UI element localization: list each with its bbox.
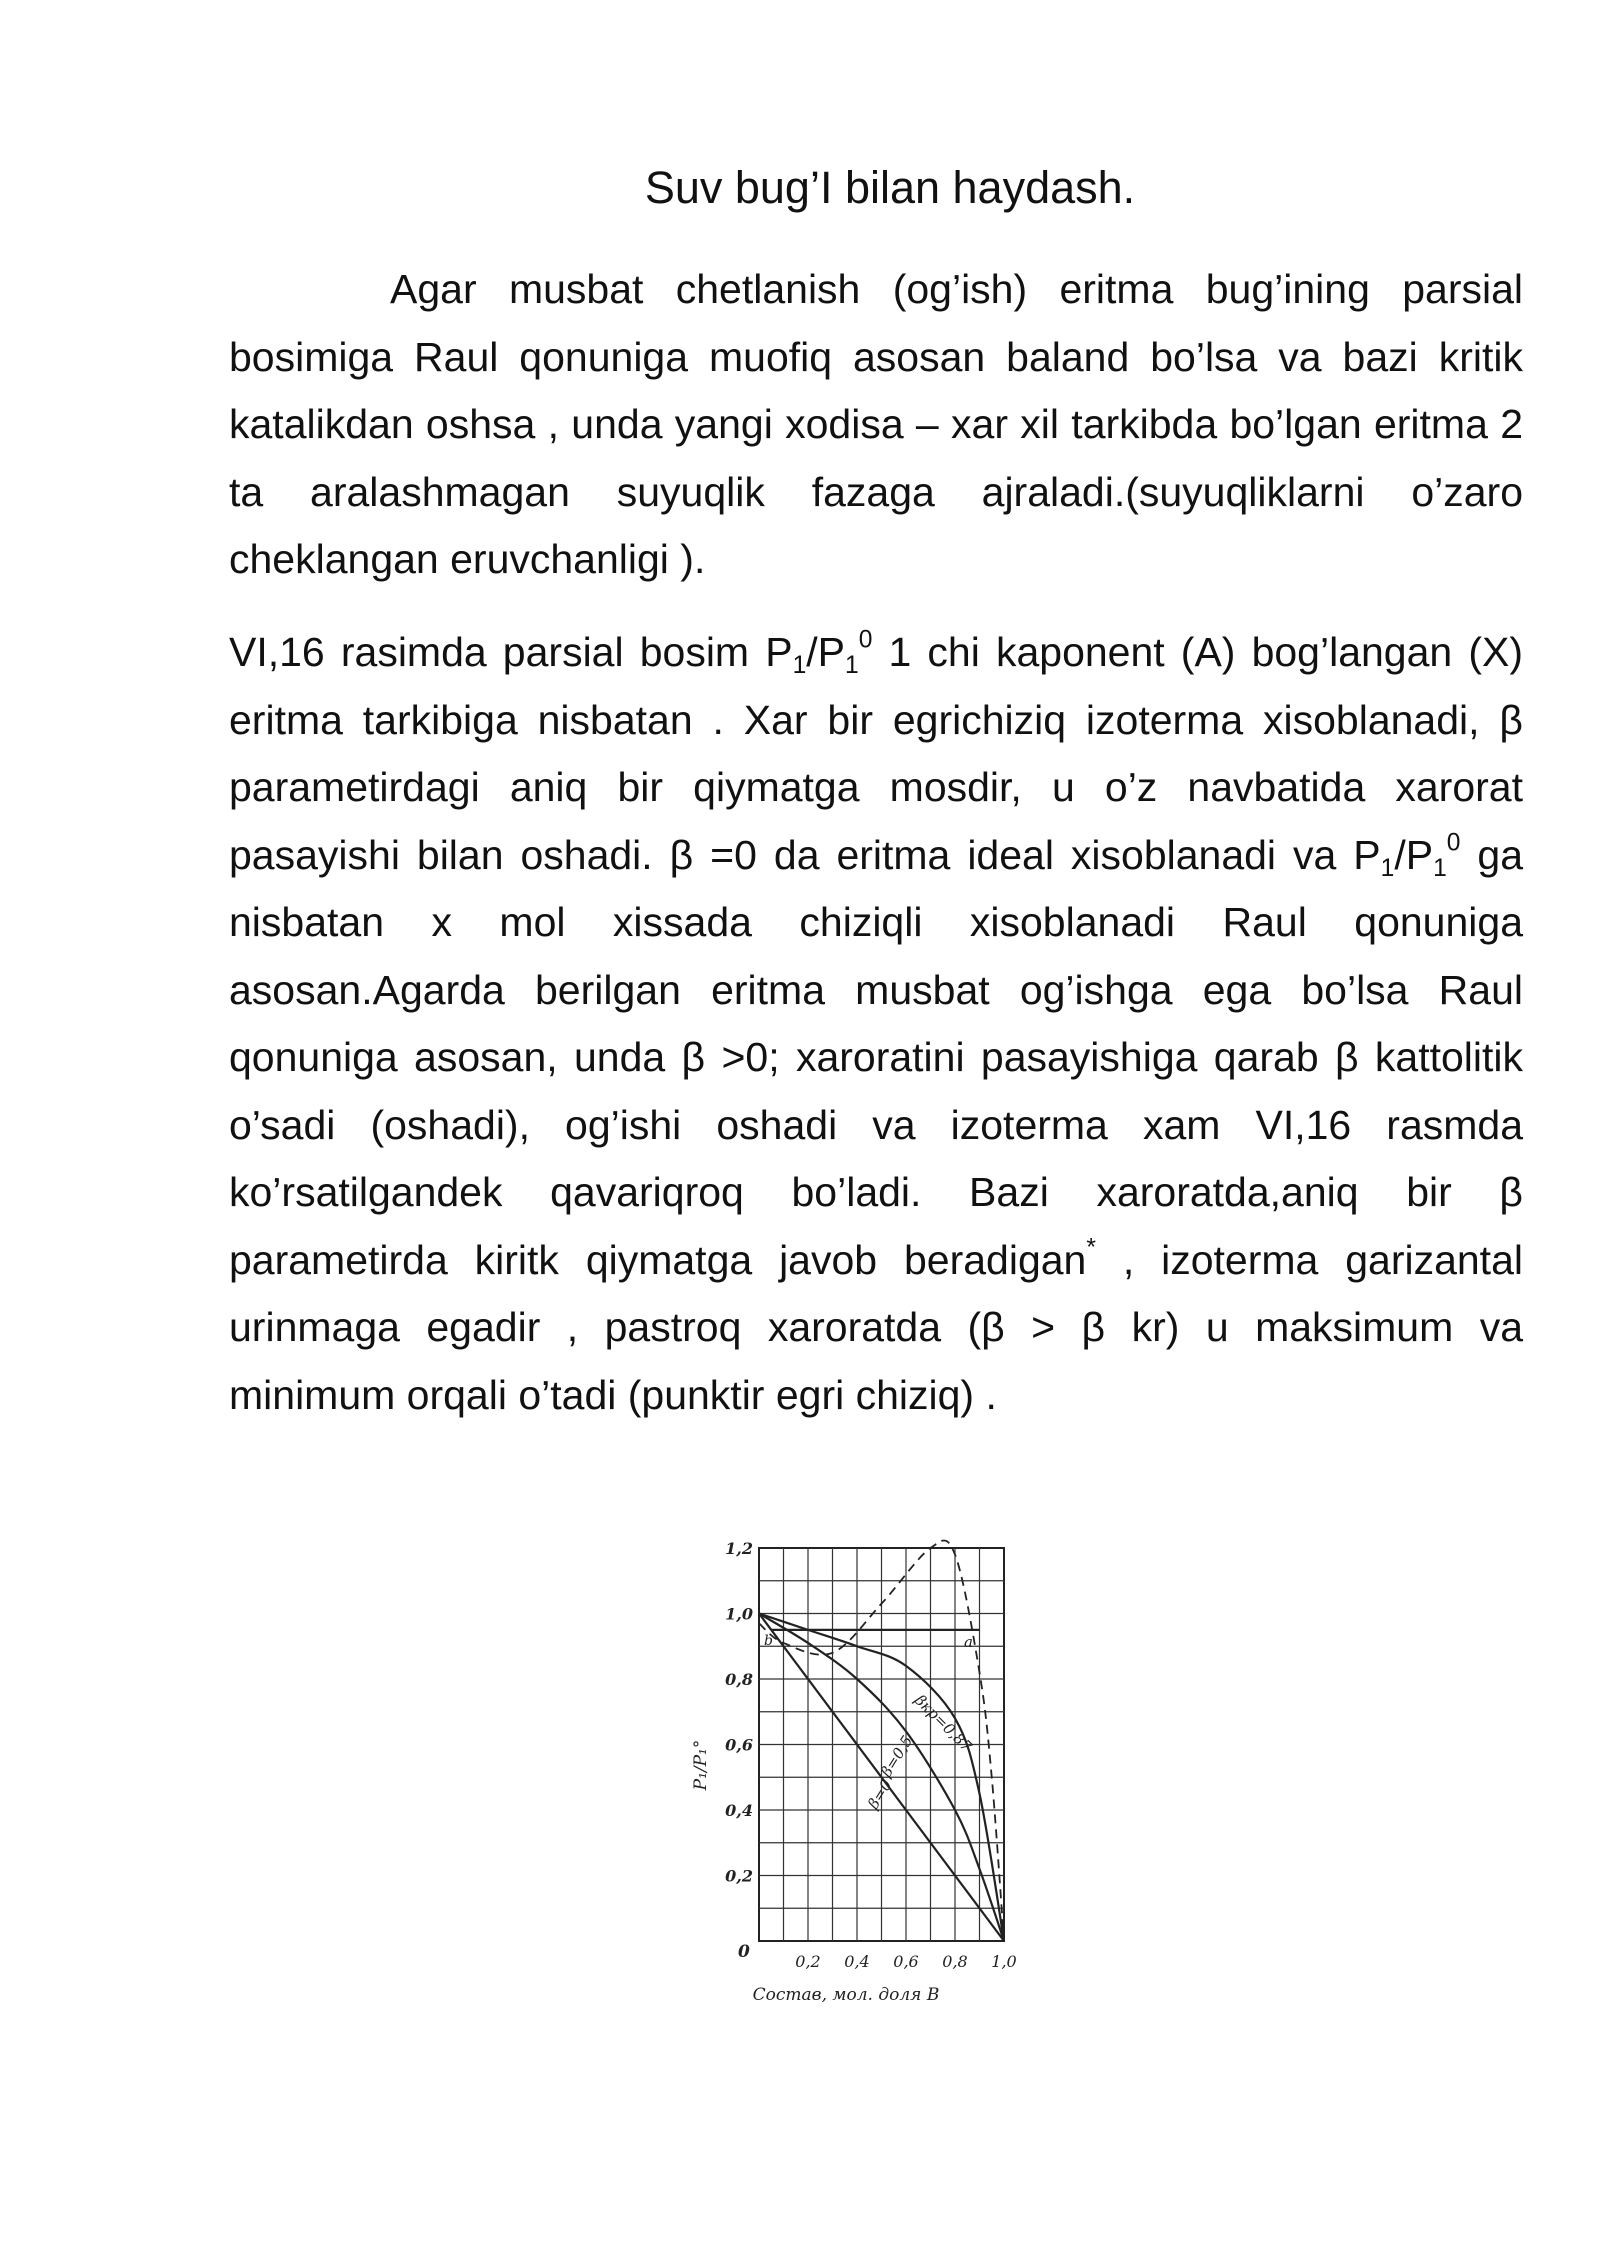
y-tick-label: 1,0	[725, 1604, 753, 1624]
y-tick-label: 0,8	[725, 1670, 753, 1689]
x-tick-label: 0,6	[893, 1952, 919, 1971]
paragraph-1: Agar musbat chetlanish (og’ish) eritma bug’ining parsial bosimiga Raul qonuniga muofiq asosan baland bo’lsa va bazi kritik katalikdan oshsa , unda yangi xodisa – xar xil tarkibda bo’lgan eritma 2 ta aralashmagan suyuqlik fazaga ajraladi.(suyuqliklarni o’zaro cheklangan eruvchanligi ).	[229, 266, 1523, 582]
x-tick-label: 0,4	[844, 1952, 870, 1971]
x-axis-label: Состав, мол. доля B	[752, 1985, 940, 2005]
y-tick-label: 1,2	[725, 1539, 753, 1558]
curve-label-beta-0: β=0	[864, 1776, 896, 1813]
paragraph-2: VI,16 rasimda parsial bosim $P_1/P_1^0$ 1 chi kaponent (A) bog’langan (X) eritma tarkibiga nisbatan . Xar bir egrichiziq izoterma xisoblanadi, β parametirdagi aniq bir qiymatga mosdir, u o’z navbatida xarorat pasayishi bilan oshadi. β =0 da eritma ideal xisoblanadi va $P_1/P_1^0$ ga nisbatan x mol xissada chiziqli xisoblanadi Raul qonuniga asosan.Agarda berilgan eritma musbat og’ishga ega bo’lsa Raul qonuniga asosan, unda β >0; xaroratini pasayishiga qarab β kattolitik o’sadi (oshadi), og’ishi oshadi va izoterma xam VI,16 rasmda ko’rsatilgandek qavariqroq bo’ladi. Bazi xaroratda,aniq bir β parametirda kiritk qiymatga javob beradigan* , izoterma garizantal urinmaga egadir , pastroq xaroratda (β > β kr) u maksimum va minimum orqali o’tadi (punktir egri chiziq) .	[229, 626, 1524, 1418]
x-tick-label: 0,8	[942, 1952, 968, 1971]
curve-label-b: b	[764, 1633, 773, 1649]
y-axis-label: P₁/P₁°	[691, 1739, 711, 1791]
x-tick-label: 0,2	[795, 1952, 821, 1971]
y-tick-label: 0,6	[725, 1735, 753, 1755]
curve-label-beta-kr: βкр=0,87	[911, 1691, 976, 1756]
origin-label: 0	[738, 1942, 750, 1962]
y-tick-label: 0,2	[725, 1866, 753, 1886]
curve-label-beta-05: β=0,5	[877, 1732, 917, 1781]
x-tick-label: 1,0	[991, 1952, 1017, 1971]
page-title: Suv bug’I bilan haydash.	[644, 162, 1136, 213]
figure-vi16-chart	[676, 1535, 1040, 2015]
y-tick-label: 0,4	[725, 1801, 753, 1820]
curve-label-a: a	[964, 1633, 973, 1651]
